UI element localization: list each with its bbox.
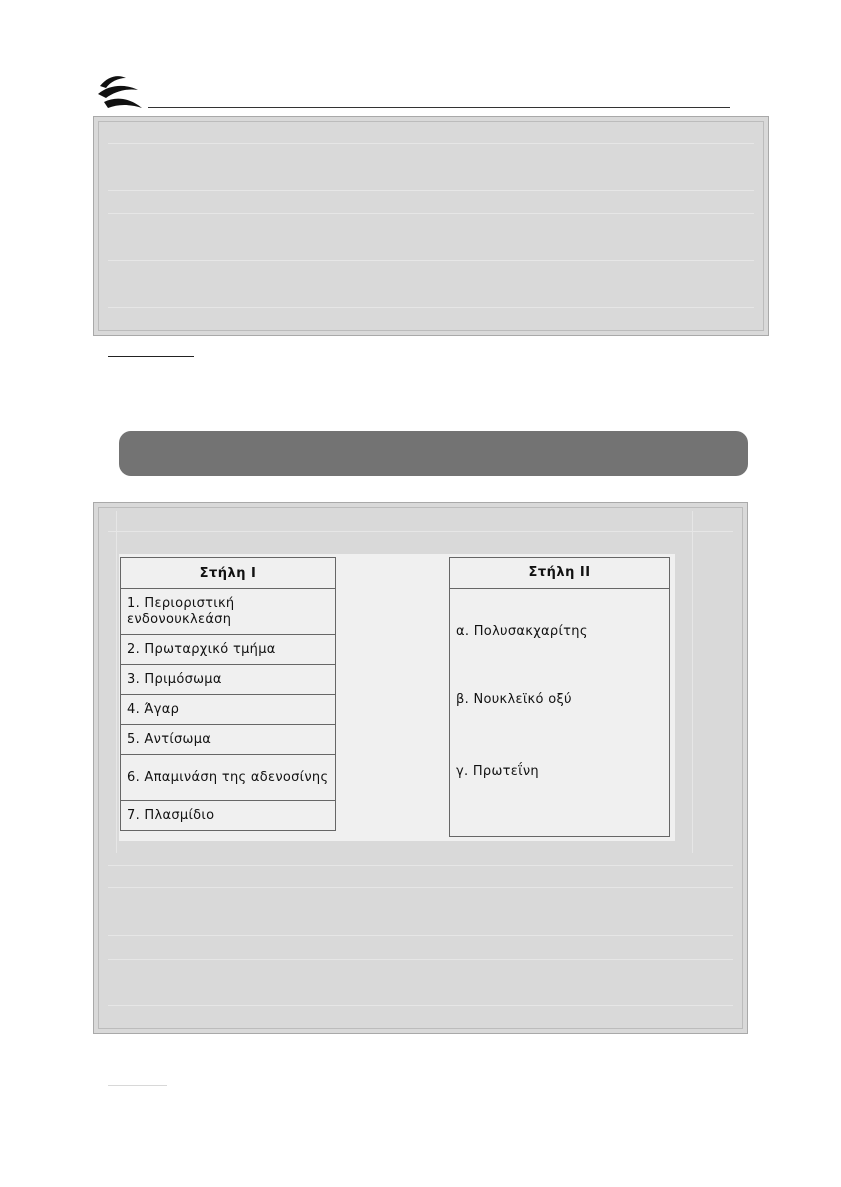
answer-line xyxy=(108,307,754,308)
column-2-item: α. Πολυσακχαρίτης xyxy=(456,624,588,639)
column-2-item: γ. Πρωτεΐνη xyxy=(456,764,539,779)
box-column-line xyxy=(692,511,693,853)
footer-rule xyxy=(108,1085,167,1086)
answer-line xyxy=(108,143,754,144)
answer-line xyxy=(108,887,733,888)
answer-box-1-frame xyxy=(98,121,764,331)
answer-box-1 xyxy=(93,116,769,336)
column-1-table xyxy=(120,557,336,831)
column-1-item: 2. Πρωταρχικό τμήμα xyxy=(121,635,336,665)
section-banner xyxy=(119,431,748,476)
column-1-item: 3. Πριμόσωμα xyxy=(121,665,336,695)
column-1-item: 4. Άγαρ xyxy=(121,695,336,725)
answer-line xyxy=(108,1005,733,1006)
answer-line xyxy=(108,531,733,532)
column-1-item: 1. Περιοριστική ενδονουκλεάση xyxy=(121,589,336,635)
box-column-line xyxy=(116,511,117,853)
column-2-item: β. Νουκλεϊκό οξύ xyxy=(456,692,572,707)
answer-line xyxy=(108,959,733,960)
column-1-item: 7. Πλασμίδιο xyxy=(121,801,336,831)
column-2-header: Στήλη ΙΙ xyxy=(450,558,669,589)
column-1-item: 5. Αντίσωμα xyxy=(121,725,336,755)
answer-line xyxy=(108,260,754,261)
column-1-header: Στήλη Ι xyxy=(121,558,336,589)
header-rule xyxy=(148,107,730,108)
answer-line xyxy=(108,190,754,191)
answer-line xyxy=(108,935,733,936)
bird-logo-icon xyxy=(96,72,146,114)
short-underline xyxy=(108,356,194,357)
column-1-item: 6. Απαμινάση της αδενοσίνης xyxy=(121,755,336,801)
answer-line xyxy=(108,213,754,214)
answer-line xyxy=(108,865,733,866)
column-2-table xyxy=(449,557,670,837)
